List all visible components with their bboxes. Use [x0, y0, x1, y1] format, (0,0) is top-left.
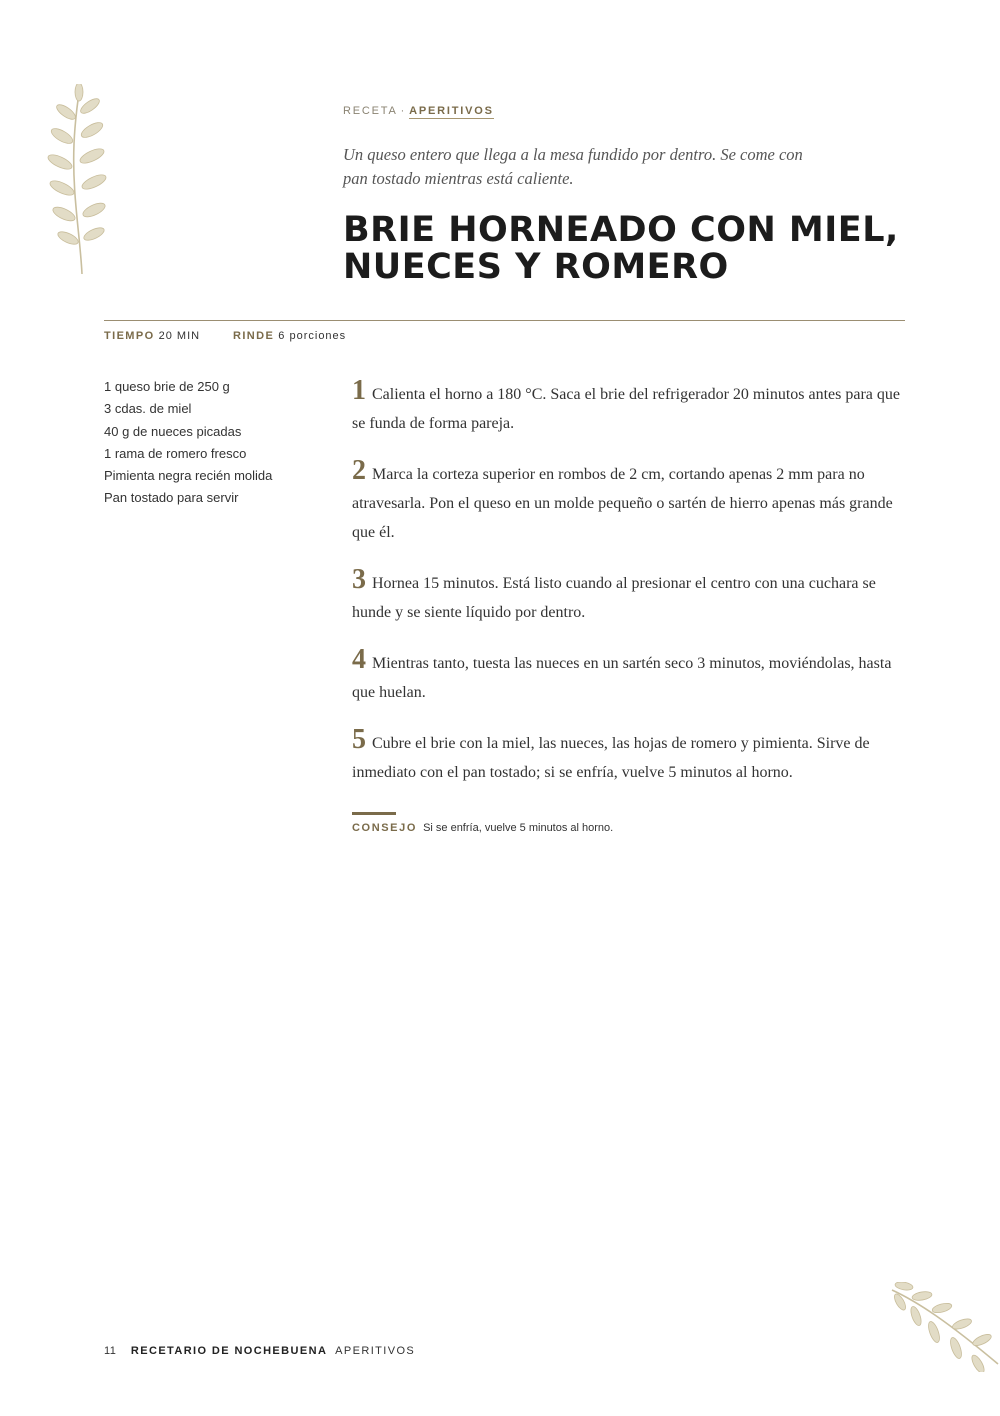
- step-number: 3: [352, 564, 366, 595]
- step-text: Mientras tanto, tuesta las nueces en un sartén seco 3 minutos, moviéndolas, hasta que huelan.: [352, 655, 892, 701]
- step-item: [352, 644, 908, 707]
- ingredient-item: 40 g de nueces picadas: [104, 423, 242, 439]
- step-number: 2: [352, 455, 366, 486]
- book-title: RECETARIO DE NOCHEBUENA: [130, 1345, 328, 1357]
- step-number: 5: [352, 724, 366, 755]
- footer-section: APERITIVOS: [335, 1345, 416, 1357]
- ingredient-item: Pimienta negra recién molida: [104, 468, 273, 484]
- ingredient-item: 1 queso brie de 250 g: [104, 379, 230, 394]
- kicker-label: RECETA: [343, 105, 398, 117]
- step-text: Marca la corteza superior en rombos de 2 cm, cortando apenas 2 mm para no atravesarla. Pon el queso en un molde pequeño o sartén de hierro apenas más grande que él.: [352, 466, 893, 541]
- page-footer: [104, 1345, 415, 1357]
- yield-value: 6 porciones: [278, 330, 347, 342]
- time-value: 20 MIN: [158, 330, 201, 342]
- ingredient-item: Pan tostado para servir: [104, 490, 239, 506]
- yield-label: RINDE: [233, 330, 275, 342]
- step-item: [352, 564, 908, 627]
- prep-time: [104, 330, 200, 342]
- recipe-intro: Un queso entero que llega a la mesa fundido por dentro. Se come con pan tostado mientras está caliente.: [343, 145, 803, 188]
- step-item: [352, 455, 908, 547]
- tip-box: [352, 822, 613, 834]
- olive-sprig-icon: [888, 1282, 1000, 1372]
- page-title: BRIE HORNEADO CON MIEL, NUECES Y ROMERO: [343, 210, 899, 287]
- kicker-separator: ·: [400, 105, 407, 117]
- page-number: 11: [104, 1345, 117, 1357]
- tip-label: CONSEJO: [352, 822, 417, 834]
- time-label: TIEMPO: [104, 330, 155, 342]
- servings: [233, 330, 346, 342]
- olive-sprig-icon: [42, 84, 112, 279]
- ingredient-item: 1 rama de romero fresco: [104, 445, 247, 461]
- step-item: [352, 724, 908, 787]
- step-text: Cubre el brie con la miel, las nueces, las hojas de romero y pimienta. Sirve de inmediato con el pan tostado; si se enfría, vuelve 5 minutos al horno.: [352, 735, 870, 781]
- step-item: [352, 375, 908, 438]
- step-number: 4: [352, 644, 366, 675]
- step-text: Calienta el horno a 180 °C. Saca el brie del refrigerador 20 minutos antes para que se funda de forma pareja.: [352, 386, 900, 432]
- step-number: 1: [352, 375, 366, 406]
- step-list: [352, 375, 908, 809]
- step-text: Hornea 15 minutos. Está listo cuando al presionar el centro con una cuchara se hunde y se siente líquido por dentro.: [352, 575, 876, 621]
- tip-accent-bar: [352, 812, 396, 815]
- category-link[interactable]: APERITIVOS: [409, 105, 494, 117]
- recipe-kicker: [343, 105, 494, 117]
- ingredient-item: 3 cdas. de miel: [104, 401, 192, 417]
- tip-text: Si se enfría, vuelve 5 minutos al horno.: [423, 822, 614, 834]
- title-divider: [104, 320, 905, 321]
- ingredient-list: [104, 376, 272, 510]
